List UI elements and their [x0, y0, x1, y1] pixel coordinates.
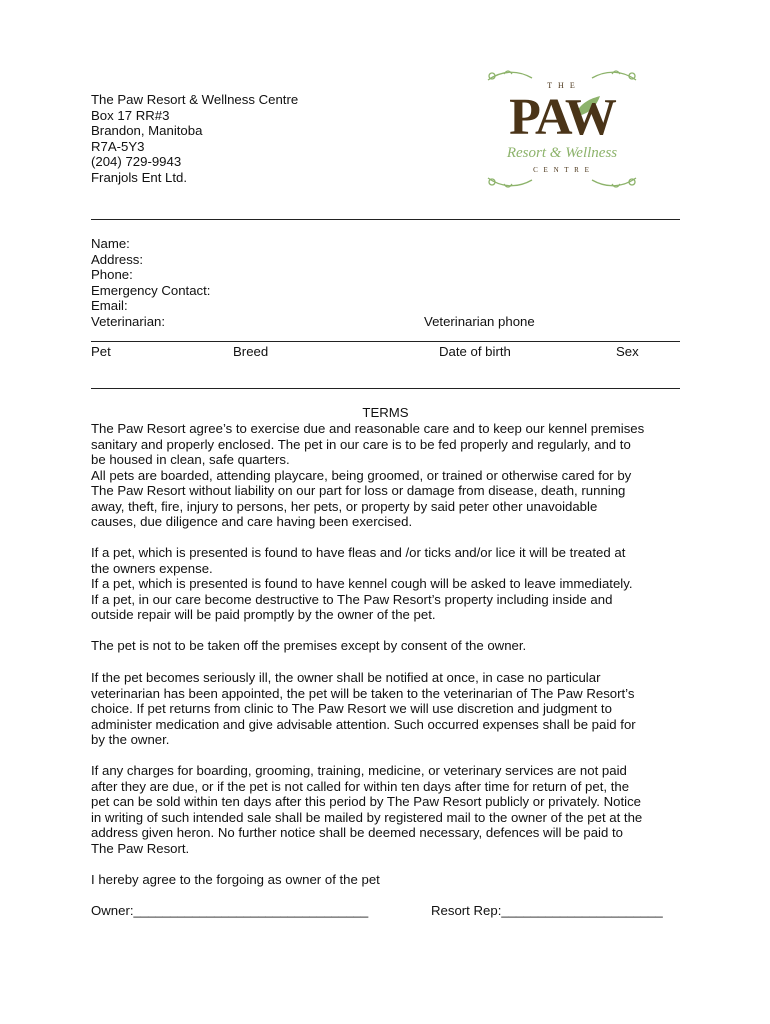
logo-main-text: PAW — [509, 89, 615, 146]
terms-line: be housed in clean, safe quarters. — [91, 452, 290, 467]
terms-line: If the pet becomes seriously ill, the owner shall be notified at once, in case no particular — [91, 670, 601, 685]
address-label: Address: — [91, 251, 144, 267]
logo-top-text: T H E — [547, 81, 577, 90]
terms-line: by the owner. — [91, 732, 170, 747]
veterinarian-phone-label: Veterinarian phone — [424, 313, 535, 329]
divider-rule — [91, 388, 680, 389]
terms-line: veterinarian has been appointed, the pet will be taken to the veterinarian of The Paw Resort’s — [91, 685, 635, 701]
pet-label: Pet — [91, 344, 111, 359]
business-box: Box 17 RR#3 — [91, 107, 170, 123]
date-of-birth-label: Date of birth — [439, 344, 511, 359]
paw-resort-logo — [482, 66, 642, 190]
emergency-contact-label: Emergency Contact: — [91, 282, 211, 298]
terms-paragraph-3 — [91, 638, 691, 654]
terms-line: outside repair will be paid promptly by the owner of the pet. — [91, 607, 436, 622]
terms-line: The Paw Resort without liability on our part for loss or damage from disease, death, running — [91, 483, 626, 498]
terms-line: If any charges for boarding, grooming, training, medicine, or veterinary services are not paid — [91, 763, 627, 778]
sex-label: Sex — [616, 344, 639, 359]
business-name: The Paw Resort & Wellness Centre — [91, 92, 299, 107]
business-city: Brandon, Manitoba — [91, 123, 203, 138]
email-label: Email: — [91, 298, 128, 313]
logo-bottom-text: C E N T R E — [533, 166, 591, 174]
terms-heading: TERMS — [362, 405, 409, 420]
terms-paragraph-1 — [91, 421, 691, 530]
terms-line: the owners expense. — [91, 560, 213, 576]
terms-line: in writing of such intended sale shall be mailed by registered mail to the owner of the pet at the — [91, 809, 643, 825]
terms-line: away, theft, fire, injury to persons, her pets, or property by said peter other unavoidable — [91, 498, 598, 514]
terms-paragraph-2 — [91, 545, 691, 623]
terms-line: sanitary and properly enclosed. The pet in our care is to be fed properly and regularly, and to — [91, 436, 631, 452]
terms-line: All pets are boarded, attending playcare, being groomed, or trained or otherwise cared for by — [91, 467, 632, 483]
divider-rule — [91, 341, 680, 342]
terms-line: If a pet, which is presented is found to have fleas and /or ticks and/or lice it will be treated at — [91, 545, 626, 560]
terms-paragraph-5 — [91, 763, 691, 856]
business-owner: Franjols Ent Ltd. — [91, 169, 188, 185]
owner-signature-line[interactable]: Owner:________________________________ — [91, 903, 369, 918]
business-postal: R7A-5Y3 — [91, 138, 145, 154]
terms-line: The Paw Resort agree’s to exercise due and reasonable care and to keep our kennel premises — [91, 421, 645, 436]
name-label: Name: — [91, 236, 130, 251]
divider-rule — [91, 219, 680, 220]
terms-line: The pet is not to be taken off the premises except by consent of the owner. — [91, 638, 527, 653]
terms-line: The Paw Resort. — [91, 840, 190, 856]
resort-rep-signature-line[interactable]: Resort Rep:______________________ — [431, 903, 663, 918]
terms-paragraph-4 — [91, 670, 691, 748]
terms-line: administer medication and give advisable attention. Such occurred expenses shall be paid for — [91, 716, 636, 732]
terms-line: address given heron. No further notice shall be deemed necessary, defences will be paid to — [91, 825, 623, 840]
agreement-statement: I hereby agree to the forgoing as owner of the pet — [91, 872, 380, 887]
terms-line: pet can be sold within ten days after this period by The Paw Resort publicly or privately. Notice — [91, 794, 641, 809]
terms-line: If a pet, in our care become destructive to The Paw Resort’s property including inside and — [91, 591, 613, 607]
breed-label: Breed — [233, 344, 269, 359]
terms-line: If a pet, which is presented is found to have kennel cough will be asked to leave immediately. — [91, 576, 633, 591]
veterinarian-label: Veterinarian: — [91, 313, 166, 329]
business-phone: (204) 729-9943 — [91, 154, 182, 169]
terms-line: after they are due, or if the pet is not called for within ten days after time for return of pet, the — [91, 778, 630, 794]
logo-script-text: Resort & Wellness — [506, 145, 618, 161]
terms-line: causes, due diligence and care having been exercised. — [91, 514, 413, 529]
phone-label: Phone: — [91, 267, 133, 282]
terms-line: choice. If pet returns from clinic to The Paw Resort we will use discretion and judgment to — [91, 701, 612, 716]
